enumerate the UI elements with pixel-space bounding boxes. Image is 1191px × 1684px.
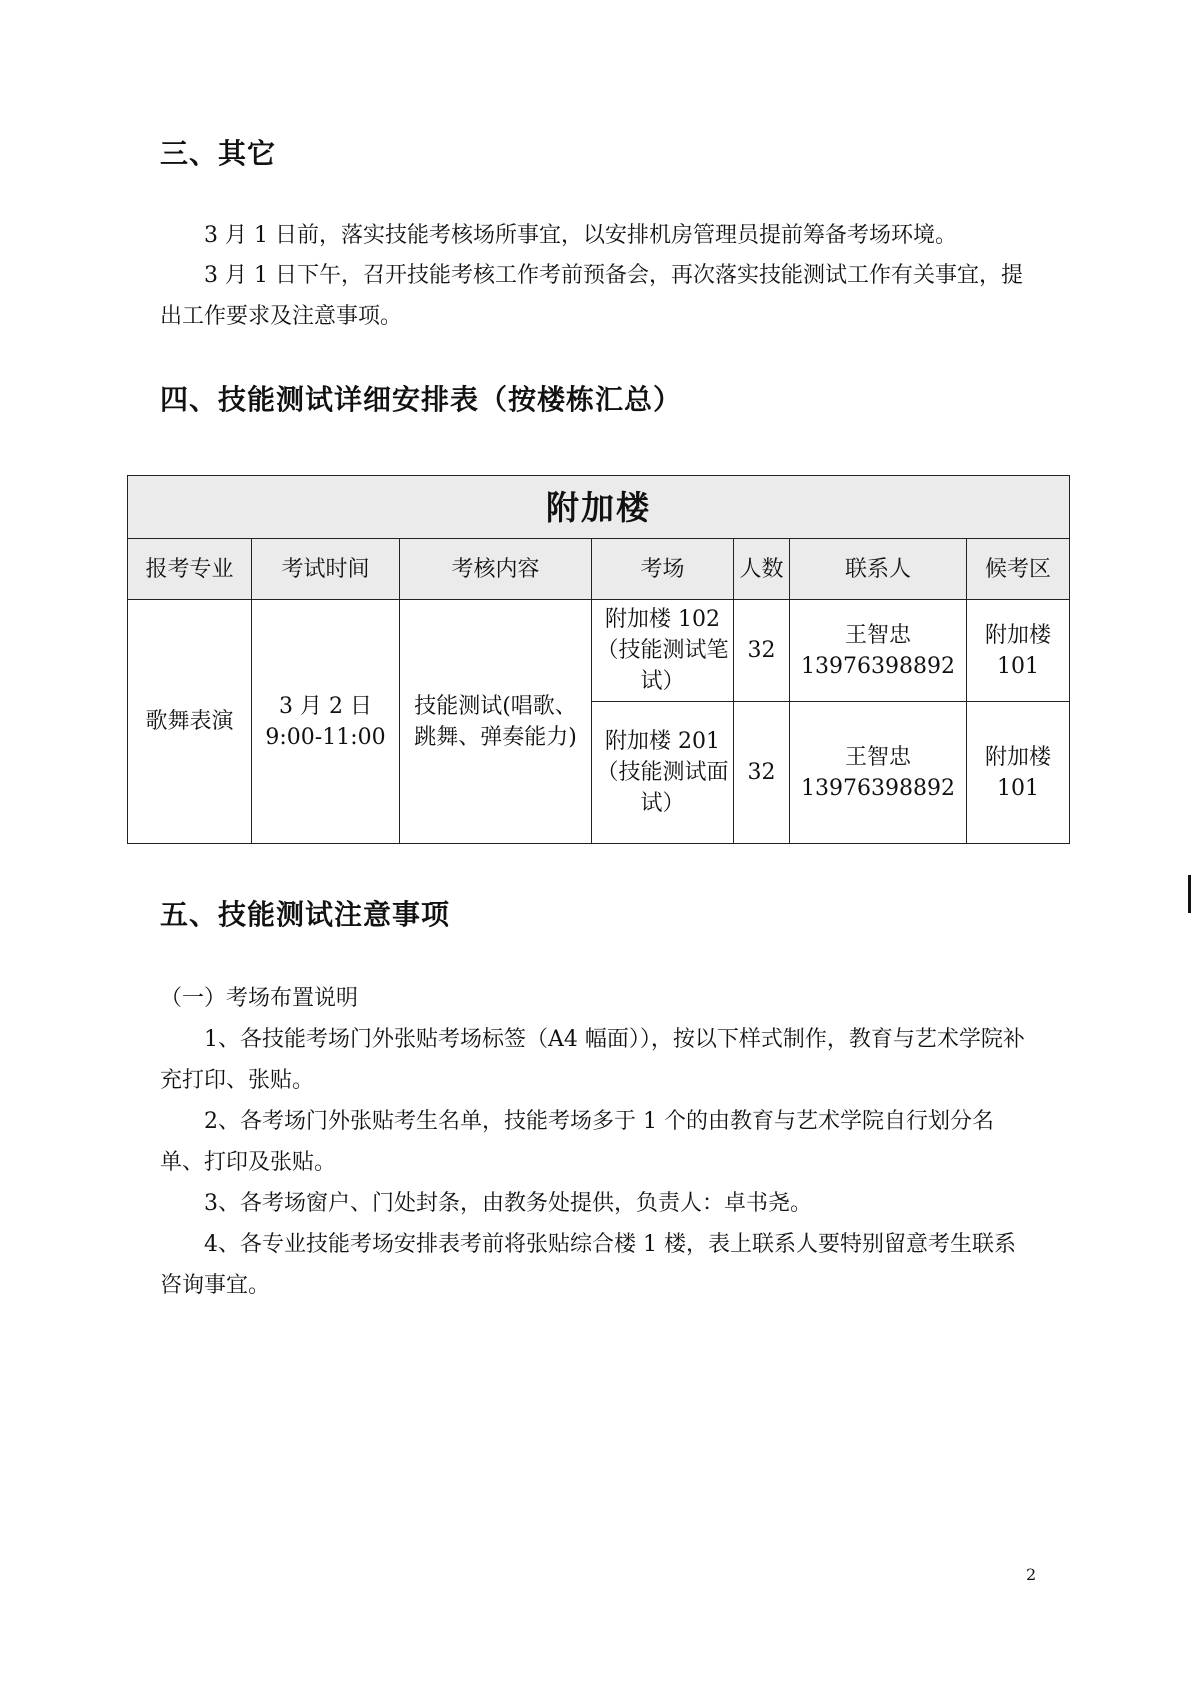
header-contact: 联系人 xyxy=(790,539,967,600)
section3-paragraph-2: 3 月 1 日下午，召开技能考核工作考前预备会，再次落实技能测试工作有关事宜，提出工作要求及注意事项。 xyxy=(160,263,1023,329)
cell-contact xyxy=(790,600,967,702)
contact-name: 王智忠 xyxy=(844,622,911,648)
contact-name: 王智忠 xyxy=(844,744,911,770)
room-name: 附加楼 201 xyxy=(605,729,720,754)
cell-count: 32 xyxy=(734,600,790,702)
waiting-room: 101 xyxy=(997,653,1040,679)
notice-item-3: 3、各考场窗户、门处封条，由教务处提供，负责人：卓书尧。 xyxy=(204,1191,812,1216)
page-number: 2 xyxy=(1026,1565,1037,1584)
cell-room xyxy=(592,702,734,844)
section5-heading: 五、技能测试注意事项 xyxy=(160,898,451,931)
waiting-room: 101 xyxy=(997,775,1040,801)
section3-paragraph-1: 3 月 1 日前，落实技能考核场所事宜，以安排机房管理员提前筹备考场环境。 xyxy=(204,223,957,248)
header-time: 考试时间 xyxy=(252,539,400,600)
building-title: 附加楼 xyxy=(128,476,1070,539)
section5-subheading: （一）考场布置说明 xyxy=(160,986,359,1011)
header-count: 人数 xyxy=(734,539,790,600)
cell-waiting-area xyxy=(967,702,1070,844)
contact-phone: 13976398892 xyxy=(801,653,955,679)
cell-content: 技能测试(唱歌、跳舞、弹奏能力) xyxy=(400,600,592,844)
waiting-building: 附加楼 xyxy=(985,622,1052,648)
header-content: 考核内容 xyxy=(400,539,592,600)
time-range: 9:00-11:00 xyxy=(265,724,386,750)
cell-time xyxy=(252,600,400,844)
header-waiting-area: 候考区 xyxy=(967,539,1070,600)
contact-phone: 13976398892 xyxy=(801,775,955,801)
cell-waiting-area xyxy=(967,600,1070,702)
room-note: （技能测试笔试） xyxy=(596,638,729,694)
cell-count: 32 xyxy=(734,702,790,844)
schedule-table xyxy=(127,475,1070,844)
notice-item-2: 2、各考场门外张贴考生名单，技能考场多于 1 个的由教育与艺术学院自行划分名单、打印及张贴。 xyxy=(160,1109,994,1175)
cell-major: 歌舞表演 xyxy=(128,600,252,844)
header-major: 报考专业 xyxy=(128,539,252,600)
time-date: 3 月 2 日 xyxy=(279,693,372,719)
section4-heading: 四、技能测试详细安排表（按楼栋汇总） xyxy=(160,383,683,416)
notice-item-1: 1、各技能考场门外张贴考场标签（A4 幅面）），按以下样式制作，教育与艺术学院补充打印、张贴。 xyxy=(160,1027,1025,1093)
notice-item-4: 4、各专业技能考场安排表考前将张贴综合楼 1 楼，表上联系人要特别留意考生联系咨询事宜。 xyxy=(160,1232,1016,1298)
cell-contact xyxy=(790,702,967,844)
waiting-building: 附加楼 xyxy=(985,744,1052,770)
room-note: （技能测试面试） xyxy=(596,760,729,816)
room-name: 附加楼 102 xyxy=(605,607,720,632)
section3-heading: 三、其它 xyxy=(160,137,277,170)
header-room: 考场 xyxy=(592,539,734,600)
cell-room xyxy=(592,600,734,702)
